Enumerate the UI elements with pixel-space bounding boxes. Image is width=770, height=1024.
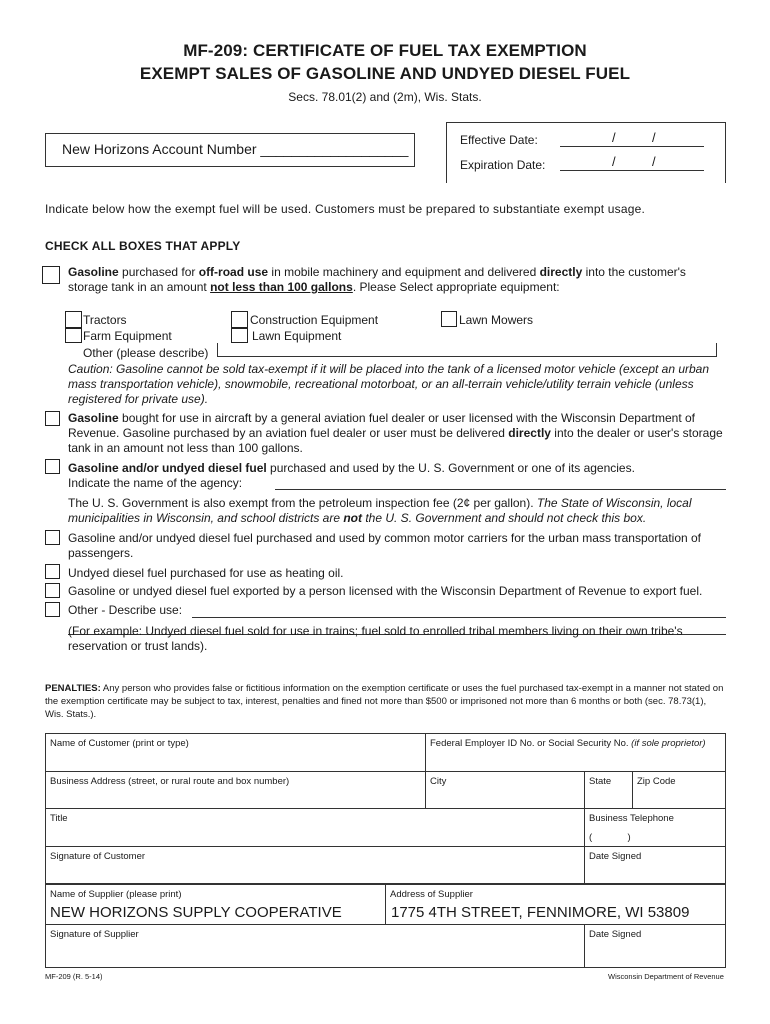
check-all-heading: CHECK ALL BOXES THAT APPLY	[45, 239, 241, 253]
state-label: State	[589, 776, 612, 787]
supplier-address-value: 1775 4TH STREET, FENNIMORE, WI 53809	[391, 904, 690, 921]
customer-signature-label: Signature of Customer	[50, 851, 146, 862]
supplier-signature-label: Signature of Supplier	[50, 929, 139, 940]
area-code-close: )	[627, 832, 631, 843]
customer-name-field[interactable]	[45, 733, 426, 772]
export-text: Gasoline or undyed diesel fuel exported by a person licensed with the Wisconsin Department of Revenue to export fuel.	[68, 584, 703, 598]
expiration-date-label: Expiration Date:	[460, 158, 546, 172]
transit-text: Gasoline and/or undyed diesel fuel purchased and used by common motor carriers for the urban mass transportation of passengers.	[68, 531, 702, 560]
tractors-checkbox[interactable]	[65, 311, 82, 328]
offroad-gasoline-text: Gasoline purchased for off-road use in mobile machinery and equipment and delivered directly into the customer's storage tank in an amount not less than 100 gallons. Please Select appropriate equipment:	[68, 265, 686, 294]
customer-signature-field[interactable]	[45, 846, 585, 884]
lawn-equipment-label: Lawn Equipment	[252, 329, 342, 343]
supplier-date-signed-label: Date Signed	[589, 929, 642, 940]
other-use-field-1[interactable]	[192, 616, 726, 618]
government-checkbox[interactable]	[45, 459, 60, 474]
date-slash: /	[612, 130, 616, 145]
customer-date-signed-label: Date Signed	[589, 851, 642, 862]
other-equipment-label: Other (please describe)	[83, 346, 209, 360]
export-checkbox[interactable]	[45, 583, 60, 598]
caution-text: Caution: Gasoline cannot be sold tax-exempt if it will be placed into the tank of a licensed motor vehicle (except an urban mass transportation vehicle), snowmobile, recreational motorboat, or an all-terrain vehicle/utility terrain vehicle (unless registered for private use).	[68, 362, 710, 406]
agency-field[interactable]	[275, 488, 726, 490]
heating-oil-checkbox[interactable]	[45, 564, 60, 579]
farm-equipment-checkbox[interactable]	[65, 328, 82, 343]
farm-equipment-label: Farm Equipment	[83, 329, 172, 343]
area-code-open: (	[589, 832, 593, 843]
supplier-name-label: Name of Supplier (please print)	[50, 889, 182, 900]
date-slash: /	[652, 154, 656, 169]
aviation-gasoline-checkbox[interactable]	[45, 411, 60, 426]
government-text: Gasoline and/or undyed diesel fuel purchased and used by the U. S. Government or one of its agencies.	[68, 461, 635, 475]
construction-equipment-checkbox[interactable]	[231, 311, 248, 328]
supplier-name-value: NEW HORIZONS SUPPLY COOPERATIVE	[50, 904, 342, 921]
tractors-label: Tractors	[83, 313, 127, 327]
business-address-label: Business Address (street, or rural route and box number)	[50, 776, 290, 787]
title-label: Title	[50, 813, 68, 824]
transit-checkbox[interactable]	[45, 530, 60, 545]
zip-code-label: Zip Code	[637, 776, 676, 787]
city-label: City	[430, 776, 447, 787]
lawn-equipment-checkbox[interactable]	[231, 328, 248, 343]
heating-oil-text: Undyed diesel fuel purchased for use as heating oil.	[68, 566, 344, 580]
business-address-field[interactable]	[45, 771, 426, 809]
fein-field[interactable]	[425, 733, 726, 772]
form-title: MF-209: CERTIFICATE OF FUEL TAX EXEMPTION	[183, 41, 587, 60]
effective-date-label: Effective Date:	[460, 133, 538, 147]
other-use-checkbox[interactable]	[45, 602, 60, 617]
zip-code-field[interactable]	[632, 771, 726, 809]
aviation-gasoline-text: Gasoline bought for use in aircraft by a general aviation fuel dealer or user licensed with the Wisconsin Department of Revenue. Gasoline purchased by an aviation fuel dealer or user must be delivered directly into the dealer or user's storage tank in an amount not less than 100 gallons.	[68, 411, 723, 455]
agency-name: Wisconsin Department of Revenue	[608, 972, 724, 981]
effective-date-field[interactable]	[560, 132, 704, 147]
customer-name-label: Name of Customer (print or type)	[50, 738, 189, 749]
offroad-gasoline-checkbox[interactable]	[42, 266, 60, 284]
form-subtitle: EXEMPT SALES OF GASOLINE AND UNDYED DIESEL FUEL	[139, 64, 631, 83]
agency-label: Indicate the name of the agency:	[68, 476, 243, 490]
city-field[interactable]	[425, 771, 585, 809]
other-use-label: Other - Describe use:	[68, 603, 183, 617]
business-telephone-label: Business Telephone	[589, 813, 674, 824]
penalties-text: PENALTIES: Any person who provides false or fictitious information on the exemption certificate or uses the fuel purchased tax-exempt in a manner not stated on the exemption certificate may be subject to tax, interest, penalties and fined not more than $500 or imprisoned not more than 6 months or both (sec. 78.73(1), Wis. Stats.).	[45, 683, 724, 720]
supplier-address-label: Address of Supplier	[390, 889, 473, 900]
lawn-mowers-label: Lawn Mowers	[459, 313, 534, 327]
state-field[interactable]	[584, 771, 633, 809]
date-slash: /	[652, 130, 656, 145]
title-field[interactable]	[45, 808, 585, 847]
construction-equipment-label: Construction Equipment	[250, 313, 379, 327]
other-equipment-field[interactable]	[217, 343, 717, 357]
fein-label: Federal Employer ID No. or Social Security No.	[430, 738, 632, 749]
fein-label-italic: (if sole proprietor)	[631, 738, 706, 749]
lawn-mowers-checkbox[interactable]	[441, 311, 457, 327]
supplier-date-signed-field[interactable]	[584, 924, 726, 968]
statute-reference: Secs. 78.01(2) and (2m), Wis. Stats.	[288, 90, 482, 104]
instructions: Indicate below how the exempt fuel will be used. Customers must be prepared to substantiate exempt usage.	[45, 202, 645, 216]
date-slash: /	[612, 154, 616, 169]
business-telephone-field[interactable]	[584, 808, 726, 847]
supplier-signature-field[interactable]	[45, 924, 585, 968]
expiration-date-field[interactable]	[560, 156, 704, 171]
government-note: The U. S. Government is also exempt from the petroleum inspection fee (2¢ per gallon). The State of Wisconsin, local municipalities in Wisconsin, and school districts are not the U. S. Government and should not check this box.	[68, 496, 692, 525]
form-revision: MF-209 (R. 5-14)	[45, 972, 103, 981]
customer-date-signed-field[interactable]	[584, 846, 726, 884]
account-number-label[interactable]: New Horizons Account Number ___________________	[62, 141, 409, 157]
other-use-example: (For example: Undyed diesel fuel sold for use in trains; fuel sold to enrolled tribal members living on their own tribe's reservation or trust lands).	[68, 624, 683, 653]
